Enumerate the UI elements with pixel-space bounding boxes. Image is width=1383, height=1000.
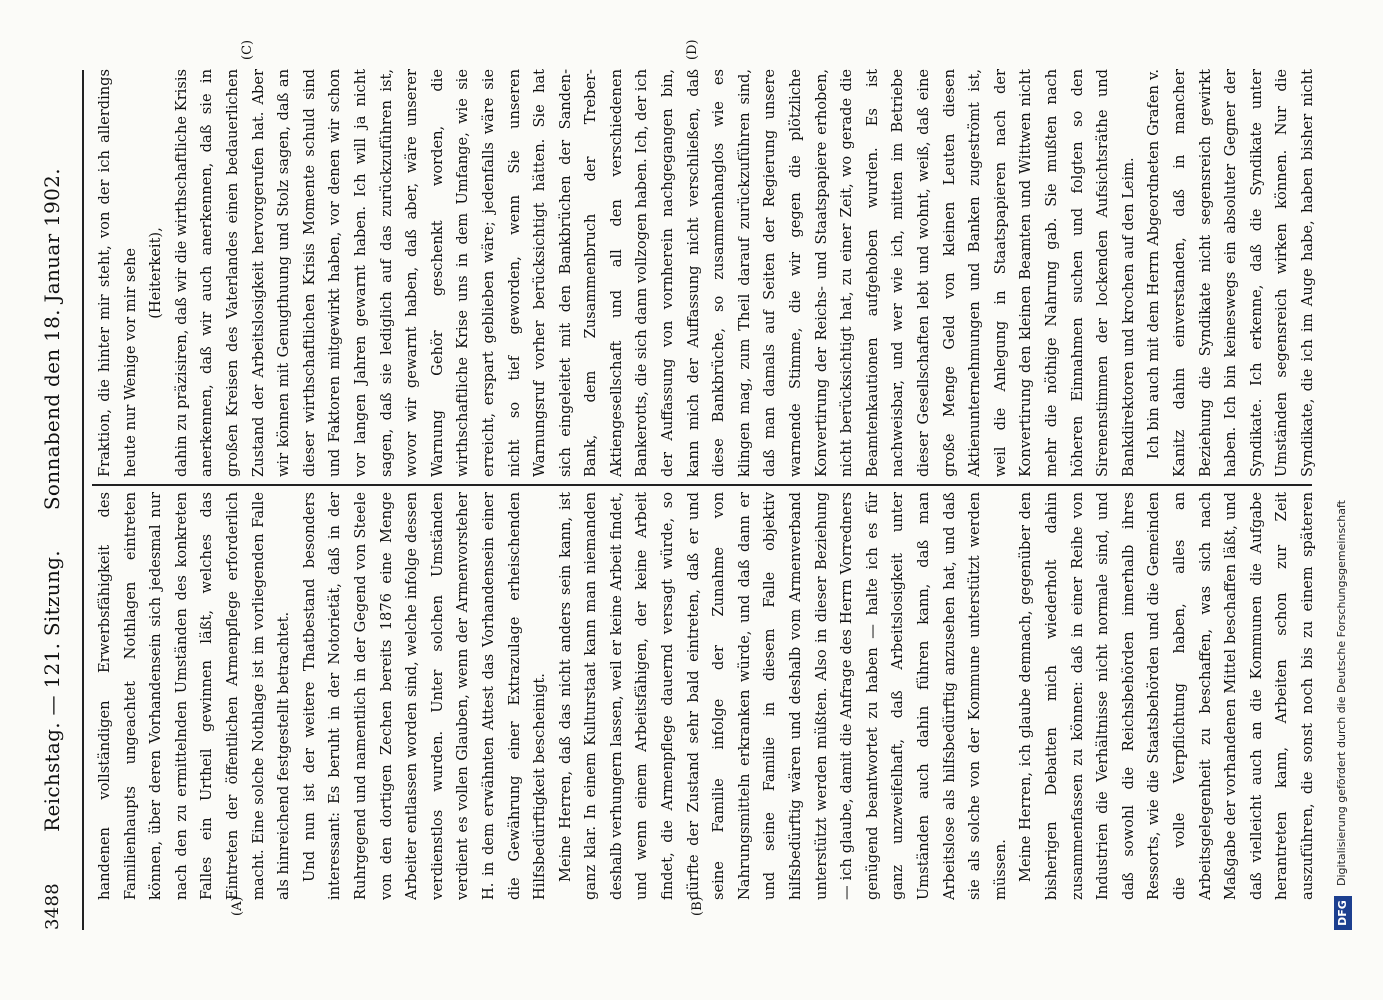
- page-number: 3488: [42, 882, 63, 930]
- digitization-note: Digitalisierung gefördert durch die Deutsche Forschungsgemeinschaft: [1335, 500, 1348, 886]
- right-column: [92, 69, 1322, 477]
- paragraph: Und nun ist der weitere Thatbestand besonders interessant: Es beruht in der Notorietät, daß in der Ruhrgegend und namentlich in der Gegend von Steele von den dortigen Zechen bereits 1876 eine Menge Arbeiter entlassen worden sind, welche infolge dessen verdienstlos wurden. Unter solchen Umständen verdient es vollen Glauben, wenn der Armenvorsteher H. in dem erwähnten Attest das Vorhandensein einer die Gewährung einer Extrazulage erheischenden Hilfsbedürftigkeit bescheinigt.: [300, 492, 549, 900]
- running-head: [36, 70, 76, 930]
- interjection: (Heiterkeit),: [147, 227, 165, 319]
- column-divider: [92, 484, 1312, 486]
- paragraph: Ich bin auch mit dem Herrn Abgeordneten Grafen v. Kanitz dahin einverstanden, daß in mancher Beziehung die Syndikate nicht segensreich gewirkt haben. Ich bin keineswegs ein absoluter Gegner der Syndikate. Ich erkenne, daß die Syndikate unter Umständen segensreich wirken können. Nur die Syndikate, die ich im Auge habe, haben bisher nicht: [1145, 69, 1316, 477]
- paragraph: Meine Herren, daß das nicht anders sein kann, ist ganz klar. In einem Kulturstaat kann man niemanden deshalb verhungern lassen, weil er keine Arbeit findet, und wenn einem Arbeitsfähigen, der keine Arbeit findet, die Armenpflege dauernd versagt würde, so dürfte der Zustand sehr bald eintreten, daß er und seine Familie infolge der Zunahme von Nahrungsmitteln erkranken würde, und daß dann er und seine Familie in diesem Falle objektiv hilfsbedürftig wären und deshalb vom Armenverband unterstützt werden müßten. Also in dieser Beziehung — ich glaube, damit die Anfrage des Herrn Vorredners genügend beantwortet zu haben — halte ich es für ganz unzweifelhaft, daß Arbeitslosigkeit unter Umständen auch dahin führen kann, daß man Arbeitslose als hilfsbedürftig anzusehen hat, und daß sie als solche von der Kommune unterstützt werden müssen.: [556, 492, 1009, 900]
- paragraph: handenen vollständigen Erwerbsfähigkeit des Familienhaupts ungeachtet Nothlagen eintreten können, über deren Vorhandensein sich jedesmal nur nach den zu ermittelnden Umständen des konkreten Falles ein Urtheil gewinnen läßt, welches das Eintreten der öffentlichen Armenpflege erforderlich macht. Eine solche Nothlage ist im vorliegenden Falle als hinreichend festgestellt betrachtet.: [96, 492, 293, 900]
- dfg-logo: DFG: [1334, 896, 1352, 930]
- header-rule: [82, 70, 84, 930]
- session-date: Sonnabend den 18. Januar 1902.: [40, 168, 64, 511]
- margin-marker-b: (B): [690, 896, 705, 916]
- margin-marker-c: (C): [240, 39, 255, 60]
- left-column: [92, 492, 1322, 900]
- paragraph: dahin zu präzisiren, daß wir die wirthschaftliche Krisis anerkennen, daß wir auch anerkennen, daß sie in großen Kreisen des Vaterlandes einen bedauerlichen Zustand der Arbeitslosigkeit hervorgerufen hat. Aber wir können mit Genugthuung und Stolz sagen, daß an dieser wirthschaftlichen Krisis Momente schuld sind und Faktoren mitgewirkt haben, vor denen wir schon vor langen Jahren gewarnt haben. Ich will ja nicht sagen, daß sie lediglich auf das zurückzuführen ist, wovor wir gewarnt haben, daß aber, wäre unserer Warnung Gehör geschenkt worden, die wirthschaftliche Krise uns in dem Umfange, wie sie erreicht, erspart geblieben wäre; jedenfalls wäre sie nicht so tief geworden, wenn Sie unseren Warnungsruf vorher berücksichtigt hätten. Sie hat sich eingeleitet mit den Bankbrüchen der Sanden-Bank, dem Zusammenbruch der Treber-Aktiengesellschaft und all den verschiedenen Bankerotts, die sich dann vollzogen haben. Ich, der ich der Auffassung von vornherein nachgegangen bin, kann mich der Auffassung nicht verschließen, daß diese Bankbrüche, so zusammenhanglos wie es klingen mag, zum Theil darauf zurückzuführen sind, daß man damals auf Seiten der Regierung unsere warnende Stimme, die wir gegen die plötzliche Konvertirung der Reichs- und Staatspapiere erhoben, nicht berücksichtigt hat, zu einer Zeit, wo gerade die Beamtenkautionen aufgehoben wurden. Es ist nachweisbar, und wer wie ich, mitten im Betriebe dieser Gesellschaften lebt und wohnt, weiß, daß eine große Menge Geld von kleinen Leuten diesen Aktienunternehmungen und Banken zugeströmt ist, weil die Anlegung in Staatspapieren nach der Konvertirung den kleinen Beamten und Wittwen nicht mehr die nöthige Nahrung gab. Sie mußten nach höheren Einnahmen suchen und folgten so den Sirenenstimmen der lockenden Aufsichtsräthe und Bankdirektoren und krochen auf den Leim.: [172, 69, 1137, 477]
- margin-marker-d: (D): [685, 39, 700, 60]
- running-title: [40, 70, 64, 930]
- paragraph: Meine Herren, ich glaube demnach, gegenüber den bisherigen Debatten mich wiederholt dahin zusammenfassen zu können: daß in einer Reihe von Industrien die Verhältnisse nicht normale sind, und daß sowohl die Reichsbehörden innerhalb ihres Ressorts, wie die Staatsbehörden und die Gemeinden die volle Verpflichtung haben, alles an Arbeitsgelegenheit zu beschaffen, was sich nach Maßgabe der vorhandenen Mittel beschaffen läßt, und daß vielleicht auch an die Kommunen die Aufgabe herantreten kann, Arbeiten schon zur Zeit auszuführen, die sonst noch bis zu einem späteren: [1017, 492, 1316, 900]
- session-title: Reichstag. — 121. Sitzung.: [40, 550, 64, 832]
- margin-marker-a: (A): [230, 896, 245, 916]
- paragraph: Fraktion, die hinter mir steht, von der ich allerdings heute nur Wenige vor mir sehe: [96, 69, 139, 477]
- digitization-footer: [1330, 70, 1370, 930]
